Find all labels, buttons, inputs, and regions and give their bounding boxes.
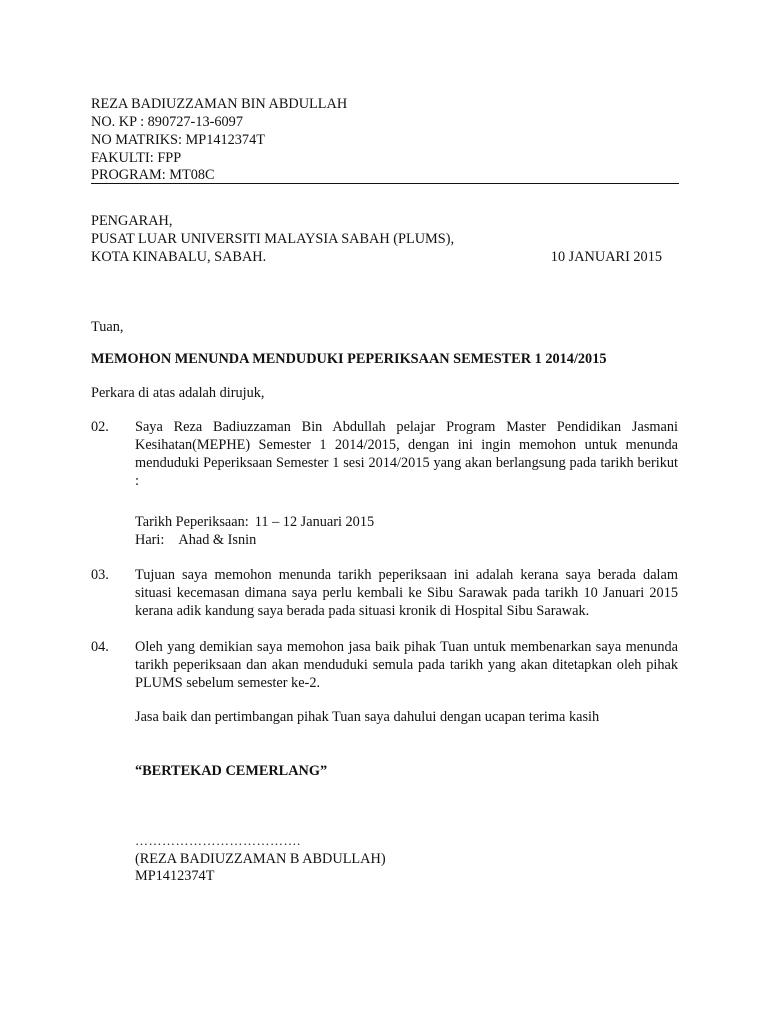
- letter-date: 10 JANUARI 2015: [550, 249, 662, 265]
- paragraph-text: Saya Reza Badiuzzaman Bin Abdullah pelajar Program Master Pendidikan Jasmani Kesihatan(MEPHE) Semester 1 2014/2015, dengan ini ingin memohon untuk menunda menduduki Peperiksaan Semester 1 sesi 2014/2015 yang akan berlangsung pada tarikh berikut :: [135, 419, 678, 489]
- paragraph-text: Tujuan saya memohon menunda tarikh peperiksaan ini adalah kerana saya berada dalam situasi kecemasan dimana saya perlu kembali ke Sibu Sarawak pada tarikh 10 Januari 2015 kerana adik kandung saya berada pada situasi kronik di Hospital Sibu Sarawak.: [135, 567, 678, 619]
- exam-day-row: [135, 531, 256, 549]
- sender-ic: NO. KP : 890727-13-6097: [91, 114, 243, 130]
- sender-matric: NO MATRIKS: MP1412374T: [91, 132, 265, 148]
- signatory-matric: MP1412374T: [135, 868, 215, 884]
- signatory-name: (REZA BADIUZZAMAN B ABDULLAH): [135, 851, 386, 867]
- exam-date-label: Tarikh Peperiksaan:: [135, 514, 249, 530]
- recipient-city: KOTA KINABALU, SABAH.: [91, 249, 267, 265]
- recipient-title: PENGARAH,: [91, 213, 173, 229]
- letter-subject: MEMOHON MENUNDA MENDUDUKI PEPERIKSAAN SEMESTER 1 2014/2015: [91, 351, 607, 367]
- closing-line: Jasa baik dan pertimbangan pihak Tuan saya dahului dengan ucapan terima kasih: [135, 709, 600, 725]
- reference-line: Perkara di atas adalah dirujuk,: [91, 385, 265, 401]
- sender-faculty: FAKULTI: FPP: [91, 150, 182, 166]
- exam-day-value: Ahad & Isnin: [178, 532, 257, 548]
- signature-line: ……………………………….: [135, 833, 301, 848]
- header-divider: [91, 183, 679, 184]
- salutation: Tuan,: [91, 319, 124, 335]
- paragraph-number: 03.: [91, 567, 109, 583]
- paragraph-text: Oleh yang demikian saya memohon jasa baik pihak Tuan untuk membenarkan saya menunda tarikh peperiksaan dan akan menduduki semula pada tarikh yang akan ditetapkan oleh pihak PLUMS sebelum semester ke-2.: [135, 639, 678, 691]
- recipient-organization: PUSAT LUAR UNIVERSITI MALAYSIA SABAH (PLUMS),: [91, 231, 455, 247]
- sender-program: PROGRAM: MT08C: [91, 167, 215, 183]
- motto: “BERTEKAD CEMERLANG”: [135, 763, 328, 779]
- exam-date-value: 11 – 12 Januari 2015: [254, 514, 375, 530]
- paragraph-number: 02.: [91, 419, 109, 435]
- paragraph-number: 04.: [91, 639, 109, 655]
- exam-day-label: Hari:: [135, 532, 165, 548]
- sender-name: REZA BADIUZZAMAN BIN ABDULLAH: [91, 96, 348, 112]
- exam-date-row: [135, 513, 374, 531]
